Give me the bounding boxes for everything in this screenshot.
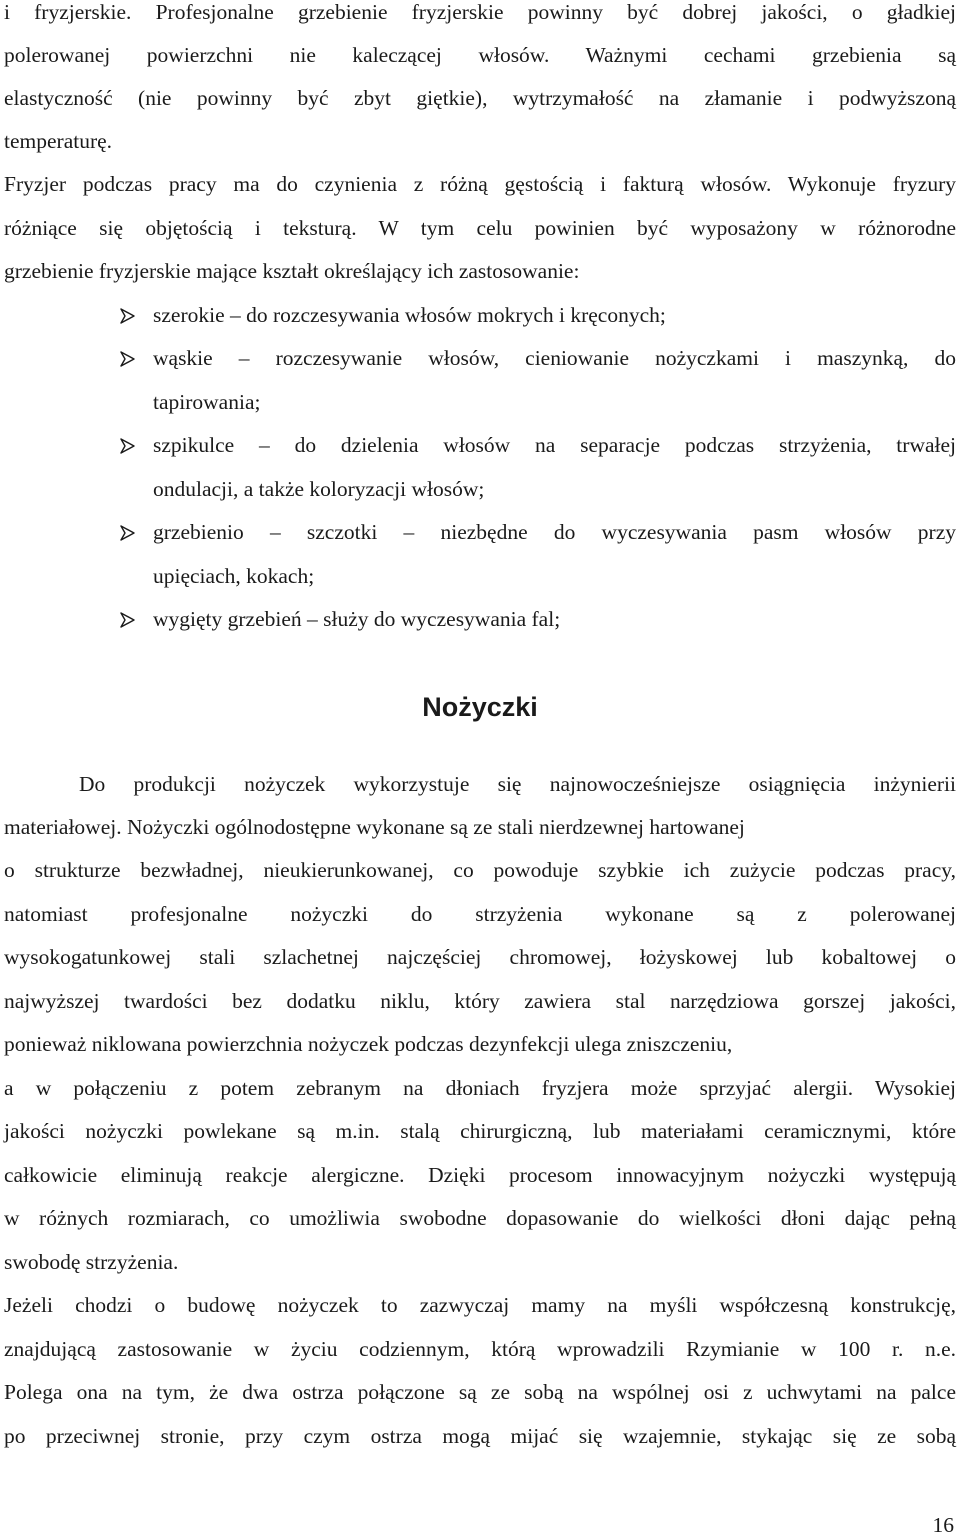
- body-line: Jeżeli chodzi o budowę nożyczek to zazwyczaj mamy na myśli współczesną konstrukcję,: [4, 1293, 956, 1317]
- bullet-item-text: wygięty grzebień – służy do wyczesywania fal;: [153, 607, 561, 631]
- section-heading: Nożyczki: [422, 692, 538, 722]
- intro-line: elastyczność (nie powinny być zbyt giętkie), wytrzymałość na złamanie i podwyższoną: [4, 86, 956, 110]
- body-line: ponieważ niklowana powierzchnia nożyczek podczas dezynfekcji ulega zniszczeniu,: [4, 1032, 733, 1056]
- body-line: najwyższej twardości bez dodatku niklu, który zawiera stal narzędziowa gorszej jakości,: [4, 989, 956, 1013]
- body-line: o strukturze bezwładnej, nieukierunkowanej, co powoduje szybkie ich zużycie podczas pracy,: [4, 858, 956, 882]
- body-line: Do produkcji nożyczek wykorzystuje się najnowocześniejsze osiągnięcia inżynierii: [79, 772, 956, 796]
- body-line: całkowicie eliminują reakcje alergiczne. Dzięki procesom innowacyjnym nożyczki występują: [4, 1163, 956, 1187]
- body-line: a w połączeniu z potem zebranym na dłoniach fryzjera może sprzyjać alergii. Wysokiej: [4, 1076, 956, 1100]
- intro-line: temperaturę.: [4, 129, 113, 153]
- intro-line: Fryzjer podczas pracy ma do czynienia z różną gęstością i fakturą włosów. Wykonuje fryzury: [4, 172, 956, 196]
- intro-line: i fryzjerskie. Profesjonalne grzebienie fryzjerskie powinny być dobrej jakości, o gładkiej: [4, 0, 956, 24]
- arrow-bullet-icon: [118, 436, 138, 456]
- body-line: Polega ona na tym, że dwa ostrza połączone są ze sobą na wspólnej osi z uchwytami na palce: [4, 1380, 956, 1404]
- arrow-bullet-icon: [118, 349, 138, 369]
- body-line: jakości nożyczki powlekane są m.in. stalą chirurgiczną, lub materiałami ceramicznymi, które: [4, 1119, 956, 1143]
- arrow-bullet-icon: [118, 306, 138, 326]
- arrow-bullet-icon: [118, 523, 138, 543]
- intro-line: grzebienie fryzjerskie mające kształt określający ich zastosowanie:: [4, 259, 580, 283]
- body-line: wysokogatunkowej stali szlachetnej najczęściej chromowej, łożyskowej lub kobaltowej o: [4, 945, 956, 969]
- body-line: natomiast profesjonalne nożyczki do strzyżenia wykonane są z polerowanej: [4, 902, 956, 926]
- body-line: w różnych rozmiarach, co umożliwia swobodne dopasowanie do wielkości dłoni dając pełną: [4, 1206, 956, 1230]
- body-line: swobodę strzyżenia.: [4, 1250, 179, 1274]
- bullet-item-text: ondulacji, a także koloryzacji włosów;: [153, 477, 485, 501]
- bullet-item-text: upięciach, kokach;: [153, 564, 315, 588]
- bullet-item-text: grzebienio – szczotki – niezbędne do wyczesywania pasm włosów przy: [153, 520, 956, 544]
- intro-line: polerowanej powierzchni nie kaleczącej włosów. Ważnymi cechami grzebienia są: [4, 43, 956, 67]
- arrow-bullet-icon: [118, 610, 138, 630]
- bullet-item-text: tapirowania;: [153, 390, 261, 414]
- body-line: materiałowej. Nożyczki ogólnodostępne wykonane są ze stali nierdzewnej hartowanej: [4, 815, 745, 839]
- bullet-item-text: wąskie – rozczesywanie włosów, cieniowanie nożyczkami i maszynką, do: [153, 346, 956, 370]
- page-number: 16: [932, 1513, 954, 1537]
- body-line: po przeciwnej stronie, przy czym ostrza mogą mijać się wzajemnie, stykając się ze sobą: [4, 1424, 956, 1448]
- body-line: znajdującą zastosowanie w życiu codziennym, którą wprowadzili Rzymianie w 100 r. n.e.: [4, 1337, 956, 1361]
- bullet-item-text: szerokie – do rozczesywania włosów mokrych i kręconych;: [153, 303, 666, 327]
- bullet-item-text: szpikulce – do dzielenia włosów na separacje podczas strzyżenia, trwałej: [153, 433, 956, 457]
- intro-line: różniące się objętością i teksturą. W tym celu powinien być wyposażony w różnorodne: [4, 216, 956, 240]
